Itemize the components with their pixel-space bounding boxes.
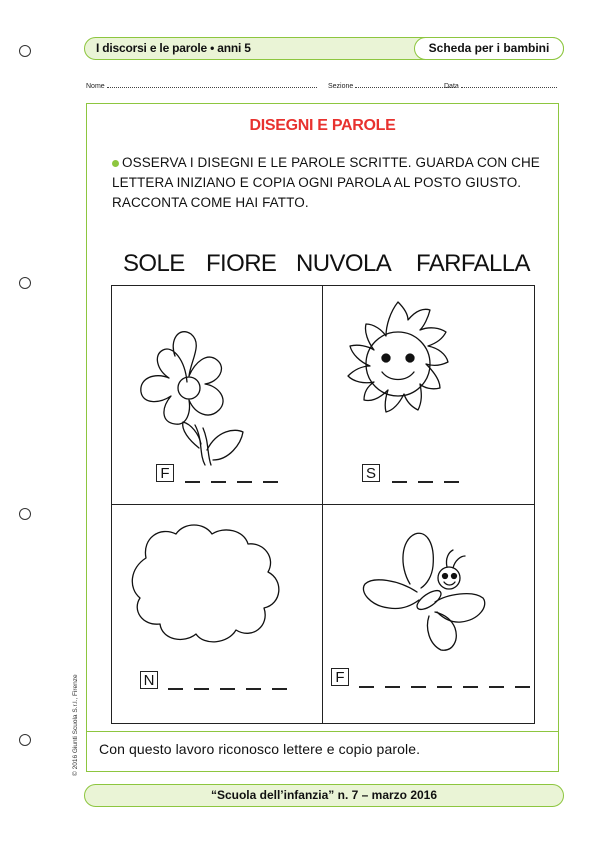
- blank-line[interactable]: [392, 481, 407, 483]
- sheet-type-label: Scheda per i bambini: [414, 37, 564, 60]
- blank-line[interactable]: [437, 686, 452, 688]
- blank-line[interactable]: [444, 481, 459, 483]
- binder-hole-4: [19, 734, 31, 746]
- blank-line[interactable]: [194, 688, 209, 690]
- letter-box-sun: S: [362, 464, 380, 482]
- blank-line[interactable]: [237, 481, 252, 483]
- blank-line[interactable]: [211, 481, 226, 483]
- cloud-drawing: [124, 518, 294, 653]
- blank-line[interactable]: [263, 481, 278, 483]
- name-field[interactable]: [86, 81, 317, 90]
- flower-drawing: [125, 320, 255, 470]
- binder-hole-3: [19, 508, 31, 520]
- footer-bar: “Scuola dell’infanzia” n. 7 – marzo 2016: [84, 784, 564, 807]
- blank-line[interactable]: [272, 688, 287, 690]
- name-label: Nome: [86, 83, 105, 90]
- bullet-icon: [112, 160, 119, 167]
- letter-box-butterfly: F: [331, 668, 349, 686]
- section-field[interactable]: [328, 81, 455, 90]
- blank-line[interactable]: [463, 686, 478, 688]
- worksheet-title: DISEGNI E PAROLE: [249, 117, 396, 134]
- date-label: Data: [444, 83, 459, 90]
- section-label: Sezione: [328, 83, 354, 90]
- word-nuvola: NUVOLA: [296, 250, 392, 277]
- word-fiore: FIORE: [206, 250, 277, 277]
- blank-line[interactable]: [246, 688, 261, 690]
- blank-line[interactable]: [418, 481, 433, 483]
- blank-line[interactable]: [220, 688, 235, 690]
- date-field[interactable]: [444, 81, 557, 90]
- blank-line[interactable]: [385, 686, 400, 688]
- letter-box-cloud: N: [140, 671, 158, 689]
- word-sole: SOLE: [123, 250, 185, 277]
- grid-divider-horizontal: [111, 504, 535, 505]
- copyright-credit: © 2016 Giunti Scuola S.r.l., Firenze: [72, 674, 79, 776]
- blank-line[interactable]: [411, 686, 426, 688]
- binder-hole-2: [19, 277, 31, 289]
- sun-drawing: [328, 292, 468, 442]
- blank-line[interactable]: [185, 481, 200, 483]
- blank-line[interactable]: [359, 686, 374, 688]
- binder-hole-1: [19, 45, 31, 57]
- blank-line[interactable]: [515, 686, 530, 688]
- learning-goal-note: Con questo lavoro riconosco lettere e copio parole.: [99, 741, 421, 757]
- series-title: I discorsi e le parole • anni 5: [96, 41, 251, 55]
- blank-line[interactable]: [489, 686, 504, 688]
- note-divider: [86, 731, 559, 732]
- letter-box-flower: F: [156, 464, 174, 482]
- butterfly-drawing: [355, 526, 495, 666]
- blank-line[interactable]: [168, 688, 183, 690]
- word-farfalla: FARFALLA: [416, 250, 530, 277]
- instruction-text: OSSERVA I DISEGNI E LE PAROLE SCRITTE. GUARDA CON CHE LETTERA INIZIANO E COPIA OGNI PAROLA AL POSTO GIUSTO. RACCONTA COME HAI FATTO.: [112, 155, 540, 210]
